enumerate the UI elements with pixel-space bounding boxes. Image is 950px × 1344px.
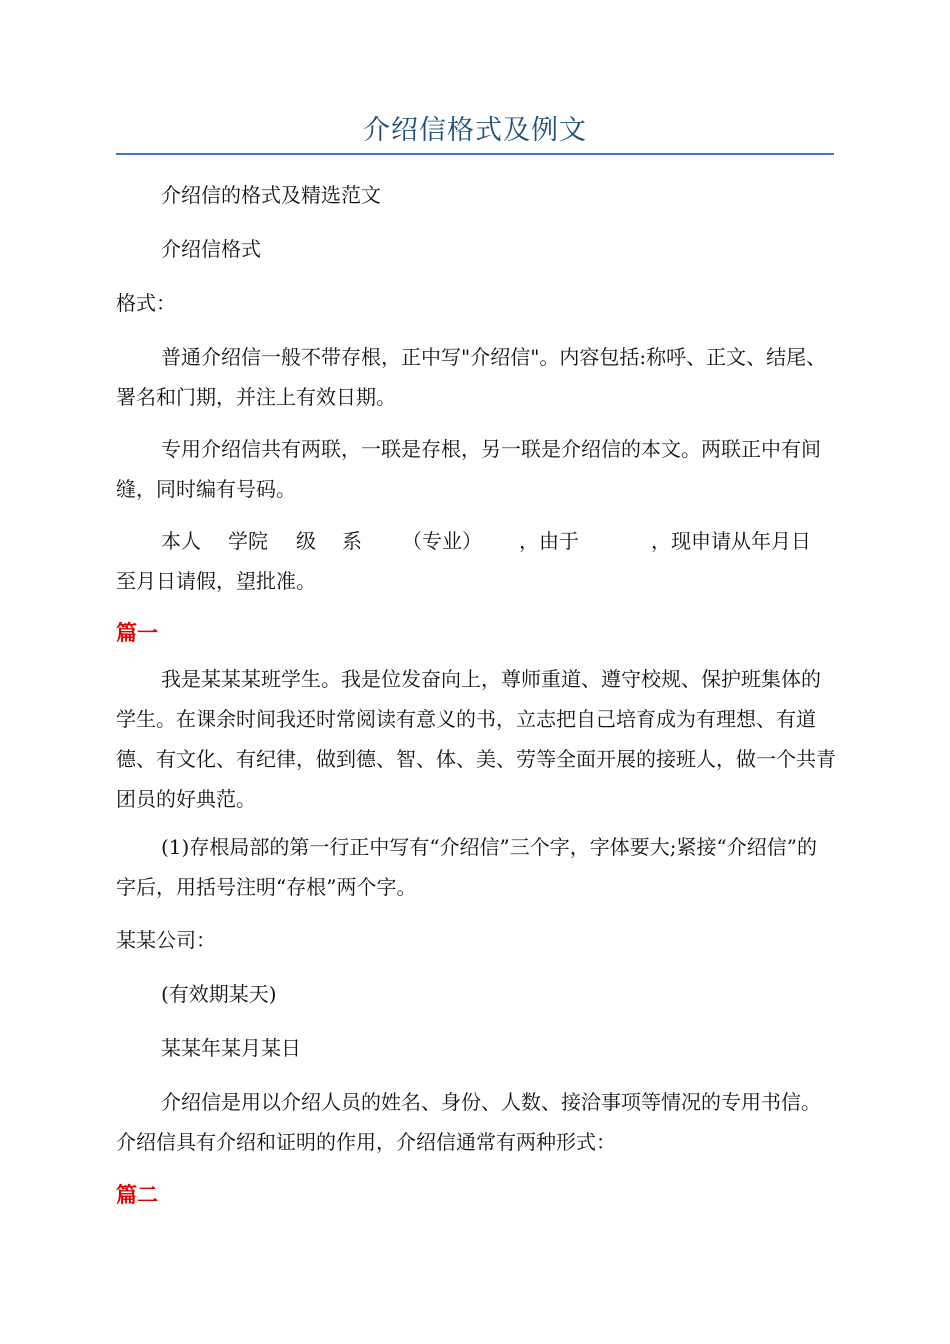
paragraph-ordinary-letter: 普通介绍信一般不带存根，正中写"介绍信"。内容包括:称呼、正文、结尾、署名和门期，并注上有效日期。: [116, 345, 827, 409]
leave-form-word: 系: [342, 529, 362, 553]
leave-form-word: 学院: [228, 529, 268, 553]
paragraph-student: 我是某某某班学生。我是位发奋向上，尊师重道、遵守校规、保护班集体的学生。在课余时间我还时常阅读有意义的书，立志把自己培育成为有理想、有道德、有文化、有纪律，做到德、智、体、美、劳等全面开展的接班人，做一个共青团员的好典范。: [116, 667, 836, 811]
paragraph-definition: 介绍信是用以介绍人员的姓名、身份、人数、接洽事项等情况的专用书信。介绍信具有介绍和证明的作用，介绍信通常有两种形式：: [116, 1090, 821, 1154]
leave-form-word: ，由于: [519, 529, 579, 553]
subtitle-line: 介绍信格式: [161, 237, 261, 261]
paragraph-special-letter: 专用介绍信共有两联，一联是存根，另一联是介绍信的本文。两联正中有间缝，同时编有号码。: [116, 437, 821, 501]
intro-line: 介绍信的格式及精选范文: [161, 183, 381, 207]
company-line: 某某公司：: [116, 928, 216, 952]
paragraph-stub: (1)存根局部的第一行正中写有“介绍信”三个字，字体要大;紧接“介绍信”的字后，用括号注明“存根”两个字。: [116, 835, 817, 899]
validity-line: (有效期某天): [161, 982, 277, 1006]
title-underline: [116, 153, 834, 155]
leave-form-line2: 至月日请假，望批准。: [116, 569, 316, 593]
document-title: 介绍信格式及例文: [363, 115, 587, 146]
leave-form-line: [116, 521, 836, 561]
leave-form-word: 级: [296, 529, 316, 553]
section-heading-1: 篇一: [116, 621, 158, 645]
leave-form-word: ，现申请从年月日: [651, 529, 811, 553]
section-heading-2: 篇二: [116, 1183, 158, 1207]
leave-form-word: 本人: [161, 529, 201, 553]
date-line: 某某年某月某日: [161, 1036, 301, 1060]
format-label: 格式：: [116, 291, 176, 315]
leave-form-word: （专业）: [402, 529, 482, 553]
